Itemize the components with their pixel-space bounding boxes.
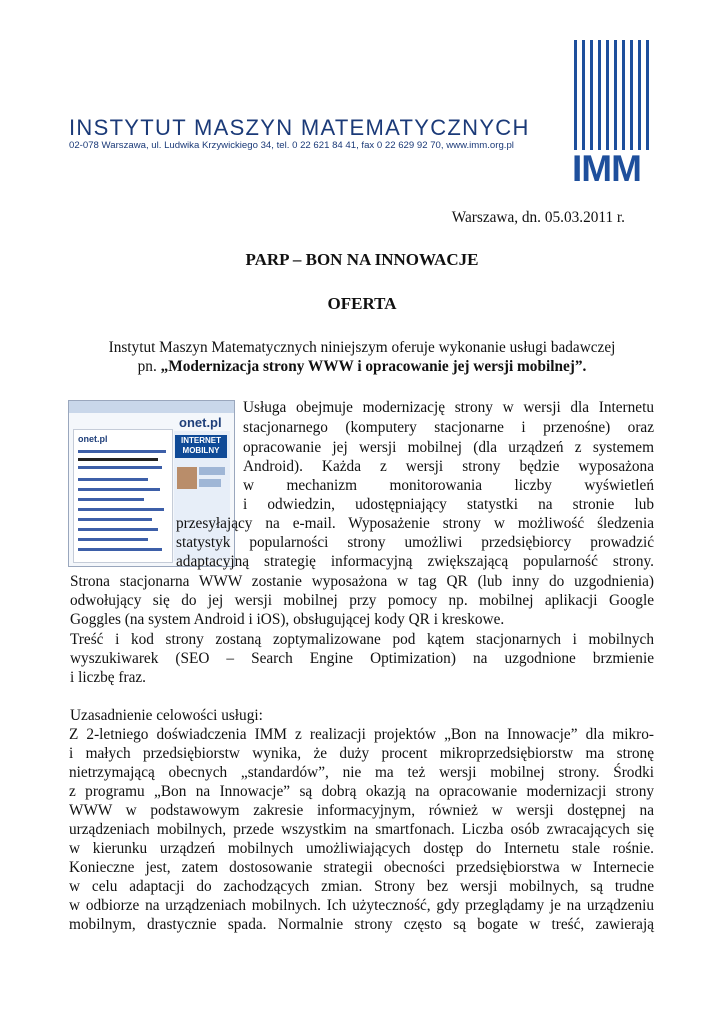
document-title: PARP – BON NA INNOWACJE xyxy=(245,250,479,269)
screenshot-panel-logo: onet.pl xyxy=(78,434,108,444)
justification-line: WWW w podstawowym zakresie informacyjnym, również w wersji dostępnej na xyxy=(69,802,654,819)
justification-line: mobilnym, drastycznie spada. Normalnie strony często są bogate w treść, zawierają xyxy=(69,916,654,933)
logo-text: IMM xyxy=(572,148,641,189)
intro-paragraph xyxy=(80,338,644,376)
description-line: Strona stacjonarna WWW zostanie wyposażona w tag QR (lub inny do uzgodnienia) xyxy=(70,573,654,590)
description-line: wyszukiwarek (SEO – Search Engine Optimization) na uzgodnione brzmienie xyxy=(70,650,654,667)
intro-service-line xyxy=(80,357,644,376)
date-line: Warszawa, dn. 05.03.2011 r. xyxy=(451,209,625,226)
description-line: opracowanie jej wersji mobilnej (dla urządzeń z systemem xyxy=(243,439,654,456)
justification-line: w celu adaptacji do zachodzących zmian. Strony bez wersji mobilnych, są trudne xyxy=(69,878,654,895)
intro-prefix: pn. xyxy=(137,358,161,375)
institute-name: INSTYTUT MASZYN MATEMATYCZNYCH xyxy=(69,115,530,140)
description-line: w mechanizm monitorowania liczby wyświetleń xyxy=(243,477,654,494)
justification-line: Z 2-letniego doświadczenia IMM z realizacji projektów „Bon na Innowacje” dla mikro- xyxy=(69,726,654,743)
justification-line: urządzeniach mobilnych, przede wszystkim na smartfonach. Liczba osób zwracających się xyxy=(69,821,654,838)
justification-line: nietrzymającą obecnych „standardów”, nie ma też wersji mobilnej strony. Środki xyxy=(69,764,654,781)
screenshot-site-label: onet.pl xyxy=(179,415,222,430)
intro-line: Instytut Maszyn Matematycznych niniejszym oferuje wykonanie usługi badawczej xyxy=(108,339,616,356)
description-line: stacjonarnego (komputery stacjonarne i przenośne) oraz xyxy=(243,419,654,436)
description-line: Goggles (na system Android i iOS), obsługującej kody QR i kreskowe. xyxy=(70,611,505,628)
justification-line: w odbiorze na urządzeniach mobilnych. Ich użyteczność, gdy przeglądamy je na urządzeniu xyxy=(69,897,654,914)
description-line: Usługa obejmuje modernizację strony w wersji dla Internetu xyxy=(243,399,654,416)
offer-heading: OFERTA xyxy=(327,294,397,313)
description-line: i odwiedzin, udostępniający statystki na stronie lub xyxy=(243,496,654,513)
justification-line: w kierunku urządzeń mobilnych umożliwiających dostęp do Internetu stale rośnie. xyxy=(69,840,654,857)
description-line: statystyk popularności strony umożliwi przedsiębiorcy prowadzić xyxy=(176,534,654,551)
institute-address: 02-078 Warszawa, ul. Ludwika Krzywickiego 34, tel. 0 22 621 84 41, fax 0 22 629 92 70, www.imm.org.pl xyxy=(69,140,514,151)
description-line: przesyłający na e-mail. Wyposażenie strony w możliwość śledzenia xyxy=(176,515,654,532)
justification-line: i małych przedsiębiorstw wynika, że duży procent mikroprzedsiębiorstw ma stronę xyxy=(69,745,654,762)
description-line: odwołujący się do jej wersji mobilnej przy pomocy np. mobilnej aplikacji Google xyxy=(70,592,654,609)
justification-line: z programu „Bon na Innowacje” są dobrą okazją na opracowanie modernizacji strony xyxy=(69,783,654,800)
description-line: Android). Każda z wersji strony będzie wyposażona xyxy=(243,458,654,475)
justification-heading: Uzasadnienie celowości usługi: xyxy=(70,707,263,724)
justification-line: Konieczne jest, zatem dostosowanie strategii obecności przedsiębiorstwa w Internecie xyxy=(69,859,654,876)
screenshot-banner: INTERNET MOBILNY xyxy=(175,435,227,458)
description-line: Treść i kod strony zostaną zoptymalizowane pod kątem stacjonarnych i mobilnych xyxy=(70,631,654,648)
service-name: „Modernizacja strony WWW i opracowanie jej wersji mobilnej”. xyxy=(160,358,587,375)
description-line: i liczbę fraz. xyxy=(70,669,147,686)
description-line: adaptacyjną strategię informacyjną zwiększającą popularność strony. xyxy=(176,553,654,570)
imm-logo xyxy=(572,40,652,189)
